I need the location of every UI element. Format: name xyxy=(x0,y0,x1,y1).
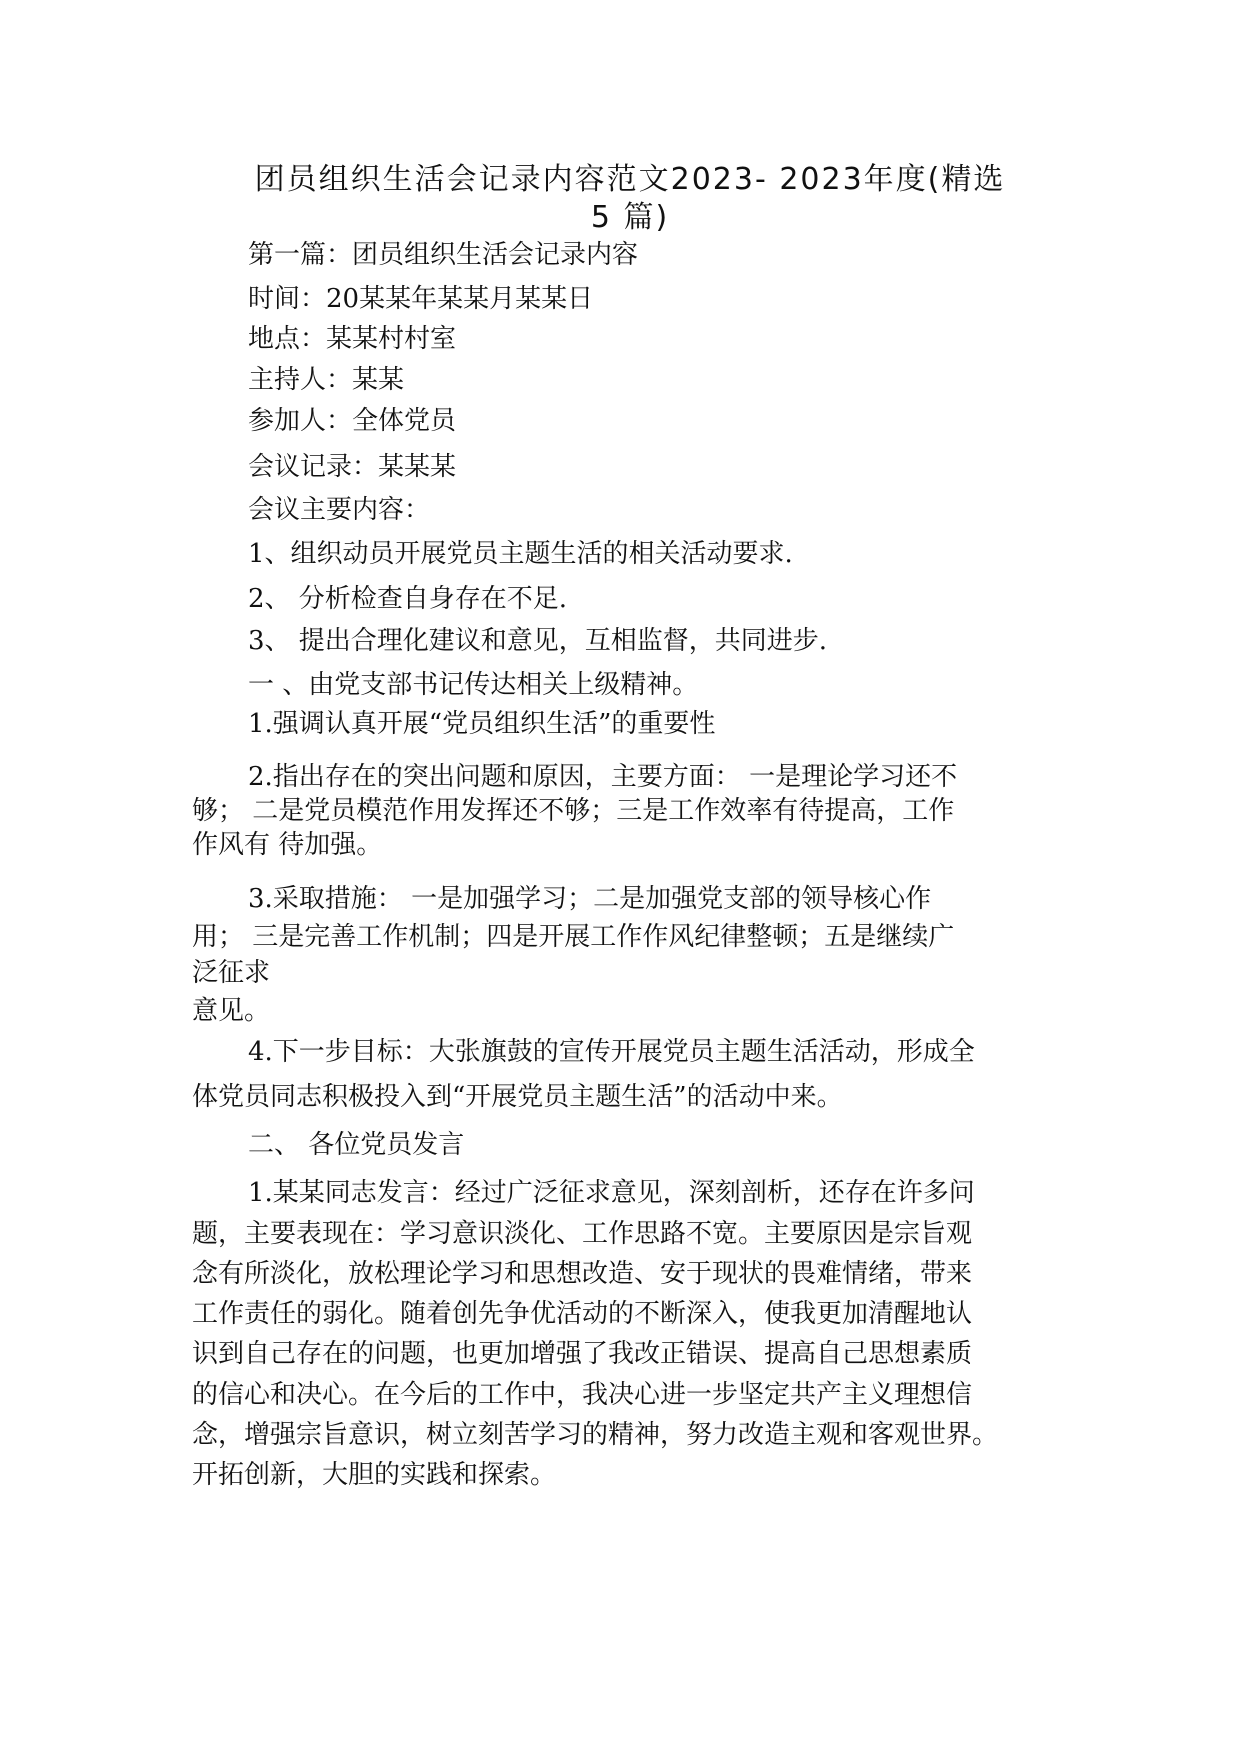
speech-line-2: 题，主要表现在：学习意识淡化、工作思路不宽。主要原因是宗旨观 xyxy=(192,1219,973,1249)
paragraph-2-line-1: 2.指出存在的突出问题和原因，主要方面： 一是理论学习还不 xyxy=(248,762,958,792)
meeting-place: 地点：某某村村室 xyxy=(248,324,457,354)
speech-line-1: 1.某某同志发言：经过广泛征求意见，深刻剖析，还存在许多问 xyxy=(248,1178,975,1208)
speech-line-5: 识到自己存在的问题，也更加增强了我改正错误、提高自己思想素质 xyxy=(192,1339,973,1369)
paragraph-4-line-1: 4.下一步目标：大张旗鼓的宣传开展党员主题生活活动，形成全 xyxy=(248,1037,975,1067)
speech-line-8: 开拓创新，大胆的实践和探索。 xyxy=(192,1460,557,1490)
meeting-participants: 参加人：全体党员 xyxy=(248,406,457,436)
paragraph-4-line-2: 体党员同志积极投入到“开展党员主题生活”的活动中来。 xyxy=(192,1082,843,1112)
part-one-heading: 一 、由党支部书记传达相关上级精神。 xyxy=(248,670,699,700)
paragraph-2-line-3: 作风有 待加强。 xyxy=(192,830,383,860)
paragraph-3-line-4: 意见。 xyxy=(192,996,271,1026)
paragraph-2-line-2: 够； 二是党员模范作用发挥还不够；三是工作效率有待提高，工作 xyxy=(192,796,955,826)
agenda-item-2: 2、 分析检查自身存在不足. xyxy=(248,584,568,614)
speech-line-4: 工作责任的弱化。随着创先争优活动的不断深入，使我更加清醒地认 xyxy=(192,1299,973,1329)
speech-line-7: 念，增强宗旨意识，树立刻苦学习的精神，努力改造主观和客观世界。 xyxy=(192,1420,999,1450)
paragraph-3-line-2: 用； 三是完善工作机制；四是开展工作作风纪律整顿；五是继续广 xyxy=(192,922,955,952)
section-heading: 第一篇：团员组织生活会记录内容 xyxy=(248,240,639,270)
speech-line-3: 念有所淡化，放松理论学习和思想改造、安于现状的畏难情绪，带来 xyxy=(192,1259,973,1289)
speech-line-6: 的信心和决心。在今后的工作中，我决心进一步坚定共产主义理想信 xyxy=(192,1380,973,1410)
paragraph-3-line-3: 泛征求 xyxy=(192,958,271,988)
paragraph-1: 1.强调认真开展“党员组织生活”的重要性 xyxy=(248,709,716,739)
agenda-item-3: 3、 提出合理化建议和意见，互相监督，共同进步. xyxy=(248,626,828,656)
agenda-item-1: 1、组织动员开展党员主题生活的相关活动要求. xyxy=(248,539,793,569)
meeting-host: 主持人：某某 xyxy=(248,365,405,395)
part-two-heading: 二、 各位党员发言 xyxy=(248,1130,465,1160)
paragraph-3-line-1: 3.采取措施： 一是加强学习；二是加强党支部的领导核心作 xyxy=(248,884,932,914)
meeting-recorder: 会议记录：某某某 xyxy=(248,452,457,482)
meeting-time: 时间：20某某年某某月某某日 xyxy=(248,284,594,314)
document-title-line-2: 5 篇) xyxy=(590,200,670,235)
main-content-label: 会议主要内容： xyxy=(248,495,431,525)
document-title-line-1: 团员组织生活会记录内容范文2023- 2023年度(精选 xyxy=(254,162,1006,197)
